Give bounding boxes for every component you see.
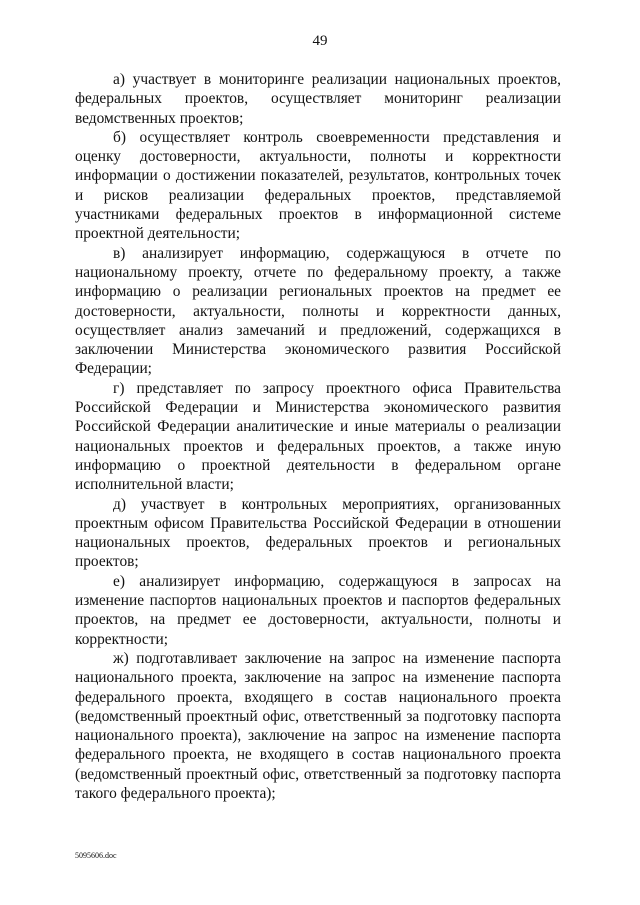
document-body xyxy=(75,70,561,803)
paragraph-d: д) участвует в контрольных мероприятиях, организованных проектным офисом Правительства Российской Федерации в отношении национальных проектов, федеральных проектов и региональных проектов; xyxy=(75,495,561,571)
document-file-code: 5095606.doc xyxy=(75,851,117,860)
paragraph-g: г) представляет по запросу проектного офиса Правительства Российской Федерации и Министерства экономического развития Российской Федерации аналитические и иные материалы о реализации национальных проектов и федеральных проектов, а также иную информацию о проектной деятельности в федеральном органе исполнительной власти; xyxy=(75,379,561,494)
paragraph-b: б) осуществляет контроль своевременности представления и оценку достоверности, актуальности, полноты и корректности информации о достижении показателей, результатов, контрольных точек и рисков реализации федеральных проектов, представляемой участниками федеральных проектов в информационной системе проектной деятельности; xyxy=(75,128,561,243)
paragraph-v: в) анализирует информацию, содержащуюся в отчете по национальному проекту, отчете по федеральному проекту, а также информацию о реализации региональных проектов на предмет ее достоверности, актуальности, полноты и корректности данных, осуществляет анализ замечаний и предложений, содержащихся в заключении Министерства экономического развития Российской Федерации; xyxy=(75,244,561,378)
page-number: 49 xyxy=(312,33,328,49)
paragraph-e: е) анализирует информацию, содержащуюся в запросах на изменение паспортов национальных проектов и паспортов федеральных проектов, на предмет ее достоверности, актуальности, полноты и корректности; xyxy=(75,572,561,648)
paragraph-a: а) участвует в мониторинге реализации национальных проектов, федеральных проектов, осуществляет мониторинг реализации ведомственных проектов; xyxy=(75,71,561,127)
paragraph-zh: ж) подготавливает заключение на запрос на изменение паспорта национального проекта, заключение на запрос на изменение паспорта федерального проекта, входящего в состав национального проекта (ведомственный проектный офис, ответственный за подготовку паспорта национального проекта), заключение на запрос на изменение паспорта федерального проекта, не входящего в состав национального проекта (ведомственный проектный офис, ответственный за подготовку паспорта такого федерального проекта); xyxy=(75,649,561,802)
